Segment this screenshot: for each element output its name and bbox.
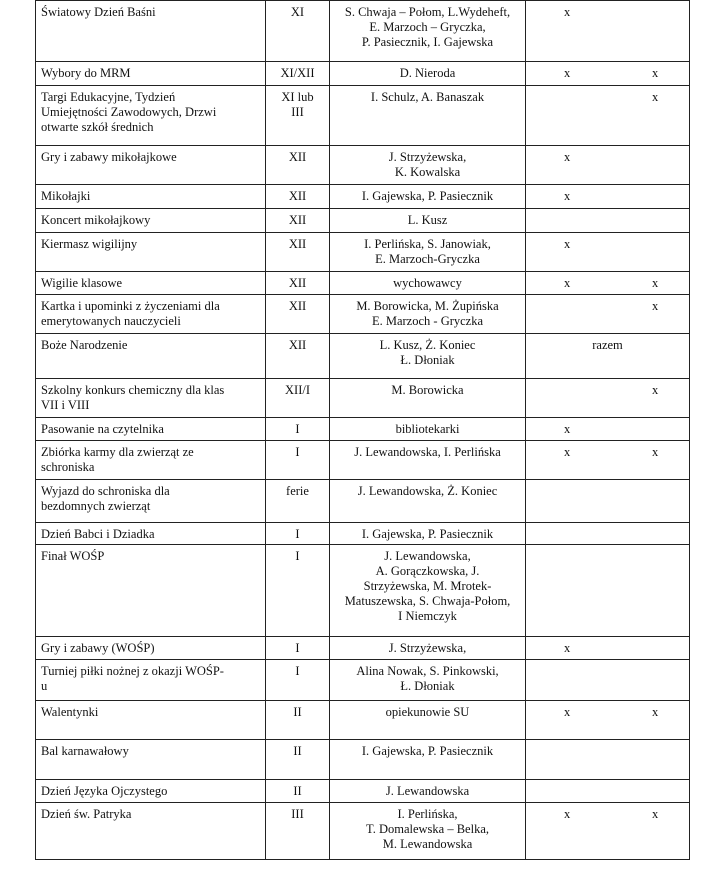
marks-cell: [526, 441, 690, 480]
responsible-cell: [330, 185, 526, 209]
responsible-line: wychowawcy: [393, 276, 462, 290]
month-line: I: [295, 527, 300, 541]
mark-b: x: [652, 807, 659, 821]
event-name-cell: [36, 185, 266, 209]
event-name-cell: [36, 272, 266, 295]
month-line: II: [293, 784, 302, 798]
event-name-line: Turniej piłki nożnej z okazji WOŚP-: [41, 664, 224, 678]
event-name-line: Dzień Języka Ojczystego: [41, 784, 168, 798]
month-line: XI lub: [281, 90, 314, 104]
marks-cell: [526, 334, 690, 379]
event-name-line: Dzień św. Patryka: [41, 807, 132, 821]
month-line: XII: [288, 150, 307, 164]
month-line: I: [295, 445, 300, 459]
month-cell: [266, 701, 330, 740]
event-name-cell: [36, 441, 266, 480]
event-name-cell: [36, 480, 266, 523]
table-row: [36, 1, 690, 62]
responsible-cell: [330, 1, 526, 62]
responsible-line: I. Gajewska, P. Pasiecznik: [361, 744, 494, 758]
event-name-line: Kiermasz wigilijny: [41, 237, 138, 251]
marks-cell: [526, 379, 690, 418]
responsible-cell: [330, 379, 526, 418]
event-name-cell: [36, 295, 266, 334]
responsible-line: A. Gorączkowska, J.: [375, 564, 480, 578]
responsible-line: J. Lewandowska,: [384, 549, 471, 563]
responsible-cell: [330, 740, 526, 780]
event-name-cell: [36, 740, 266, 780]
month-cell: [266, 660, 330, 701]
month-cell: [266, 185, 330, 209]
marks-cell: [526, 185, 690, 209]
mark-b: x: [652, 66, 659, 80]
event-name-cell: [36, 146, 266, 185]
responsible-line: I. Schulz, A. Banaszak: [370, 90, 485, 104]
responsible-line: S. Chwaja – Połom, L.Wydeheft,: [344, 5, 511, 19]
marks-cell: [526, 803, 690, 860]
event-name-line: Walentynki: [41, 705, 99, 719]
mark-b: x: [652, 445, 659, 459]
marks-cell: [526, 418, 690, 441]
responsible-line: opiekunowie SU: [385, 705, 470, 719]
event-name-cell: [36, 418, 266, 441]
table-row: [36, 480, 690, 523]
event-name-line: Zbiórka karmy dla zwierząt ze: [41, 445, 194, 459]
event-name-cell: [36, 545, 266, 637]
event-name-cell: [36, 523, 266, 545]
month-line: III: [291, 105, 304, 119]
table-row: [36, 418, 690, 441]
month-line: XII: [288, 237, 307, 251]
responsible-cell: [330, 803, 526, 860]
responsible-cell: [330, 523, 526, 545]
event-name-cell: [36, 209, 266, 233]
responsible-cell: [330, 660, 526, 701]
responsible-cell: [330, 62, 526, 86]
responsible-line: Ł. Dłoniak: [400, 353, 455, 367]
event-name-line: Mikołajki: [41, 189, 91, 203]
month-cell: [266, 295, 330, 334]
responsible-line: E. Marzoch-Gryczka: [375, 252, 480, 266]
month-line: XII/I: [285, 383, 310, 397]
table-row: [36, 379, 690, 418]
event-name-line: Bal karnawałowy: [41, 744, 129, 758]
mark-b: x: [652, 90, 659, 104]
marks-cell: [526, 1, 690, 62]
marks-cell: [526, 233, 690, 272]
month-line: III: [291, 807, 304, 821]
event-name-cell: [36, 1, 266, 62]
event-name-line: schroniska: [41, 460, 95, 474]
month-line: XII: [288, 338, 307, 352]
responsible-line: Strzyżewska, M. Mrotek-: [363, 579, 492, 593]
event-name-line: u: [41, 679, 48, 693]
responsible-line: I. Gajewska, P. Pasiecznik: [361, 527, 494, 541]
marks-cell: [526, 146, 690, 185]
event-name-line: Targi Edukacyjne, Tydzień: [41, 90, 176, 104]
responsible-line: J. Lewandowska, Ż. Koniec: [357, 484, 498, 498]
month-cell: [266, 233, 330, 272]
table-row: [36, 780, 690, 803]
responsible-line: M. Borowicka, M. Żupińska: [356, 299, 499, 313]
table-row: [36, 740, 690, 780]
event-name-cell: [36, 660, 266, 701]
event-name-cell: [36, 233, 266, 272]
marks-cell: [526, 701, 690, 740]
month-line: II: [293, 744, 302, 758]
mark-b: x: [652, 705, 659, 719]
responsible-line: I. Gajewska, P. Pasiecznik: [361, 189, 494, 203]
responsible-cell: [330, 780, 526, 803]
responsible-cell: [330, 418, 526, 441]
events-table: [35, 0, 690, 860]
month-cell: [266, 1, 330, 62]
event-name-line: Gry i zabawy mikołajkowe: [41, 150, 177, 164]
mark-a: x: [564, 807, 571, 821]
month-cell: [266, 803, 330, 860]
mark-a: x: [564, 641, 571, 655]
month-line: II: [293, 705, 302, 719]
responsible-line: Matuszewska, S. Chwaja-Połom,: [344, 594, 511, 608]
month-line: XII: [288, 213, 307, 227]
marks-cell: [526, 740, 690, 780]
mark-a: x: [564, 150, 571, 164]
table-row: [36, 62, 690, 86]
table-row: [36, 233, 690, 272]
responsible-line: I Niemczyk: [398, 609, 457, 623]
table-row: [36, 334, 690, 379]
table-row: [36, 441, 690, 480]
month-cell: [266, 545, 330, 637]
month-cell: [266, 334, 330, 379]
marks-cell: [526, 86, 690, 146]
mark-a: x: [564, 445, 571, 459]
month-cell: [266, 379, 330, 418]
month-line: I: [295, 549, 300, 563]
responsible-line: K. Kowalska: [394, 165, 461, 179]
table-row: [36, 660, 690, 701]
event-name-line: VII i VIII: [41, 398, 90, 412]
responsible-line: I. Perlińska,: [397, 807, 458, 821]
month-cell: [266, 740, 330, 780]
responsible-line: E. Marzoch – Gryczka,: [369, 20, 486, 34]
month-line: XI: [290, 5, 305, 19]
month-cell: [266, 523, 330, 545]
event-name-line: Umiejętności Zawodowych, Drzwi: [41, 105, 217, 119]
marks-cell: [526, 62, 690, 86]
month-cell: [266, 209, 330, 233]
responsible-line: J. Lewandowska, I. Perlińska: [354, 445, 501, 459]
table-row: [36, 146, 690, 185]
table-row: [36, 86, 690, 146]
month-cell: [266, 480, 330, 523]
responsible-line: M. Lewandowska: [382, 837, 473, 851]
responsible-cell: [330, 272, 526, 295]
responsible-cell: [330, 295, 526, 334]
month-cell: [266, 272, 330, 295]
responsible-cell: [330, 701, 526, 740]
responsible-line: P. Pasiecznik, I. Gajewska: [361, 35, 494, 49]
responsible-cell: [330, 334, 526, 379]
mark-a: x: [564, 237, 571, 251]
responsible-line: L. Kusz: [407, 213, 448, 227]
mark-a: x: [564, 276, 571, 290]
event-name-cell: [36, 62, 266, 86]
marks-cell: [526, 545, 690, 637]
marks-cell: [526, 637, 690, 660]
mark-a: x: [564, 422, 571, 436]
mark-a: x: [564, 5, 571, 19]
month-line: I: [295, 664, 300, 678]
mark-a: x: [564, 189, 571, 203]
month-cell: [266, 637, 330, 660]
event-name-cell: [36, 803, 266, 860]
responsible-cell: [330, 86, 526, 146]
event-name-line: Światowy Dzień Baśni: [41, 5, 156, 19]
month-line: XII: [288, 189, 307, 203]
responsible-line: J. Strzyżewska,: [388, 150, 467, 164]
marks-cell: [526, 480, 690, 523]
month-cell: [266, 86, 330, 146]
event-name-line: Dzień Babci i Dziadka: [41, 527, 155, 541]
month-cell: [266, 441, 330, 480]
table-row: [36, 701, 690, 740]
merged-mark: razem: [592, 338, 623, 352]
month-line: XI/XII: [280, 66, 315, 80]
responsible-line: D. Nieroda: [399, 66, 456, 80]
mark-b: x: [652, 383, 659, 397]
event-name-line: emerytowanych nauczycieli: [41, 314, 181, 328]
event-name-line: Wybory do MRM: [41, 66, 131, 80]
event-name-line: bezdomnych zwierząt: [41, 499, 151, 513]
table-row: [36, 803, 690, 860]
mark-b: x: [652, 276, 659, 290]
responsible-line: T. Domalewska – Belka,: [366, 822, 489, 836]
table-row: [36, 637, 690, 660]
responsible-line: Alina Nowak, S. Pinkowski,: [356, 664, 499, 678]
responsible-line: bibliotekarki: [395, 422, 460, 436]
event-name-cell: [36, 780, 266, 803]
event-name-line: otwarte szkół średnich: [41, 120, 154, 134]
event-name-line: Wyjazd do schroniska dla: [41, 484, 170, 498]
responsible-line: J. Lewandowska: [385, 784, 470, 798]
responsible-cell: [330, 233, 526, 272]
month-line: ferie: [286, 484, 309, 498]
month-line: I: [295, 422, 300, 436]
responsible-line: L. Kusz, Ż. Koniec: [379, 338, 476, 352]
table-row: [36, 545, 690, 637]
responsible-cell: [330, 637, 526, 660]
events-table-body: [36, 1, 690, 860]
responsible-cell: [330, 209, 526, 233]
mark-b: x: [652, 299, 659, 313]
responsible-cell: [330, 441, 526, 480]
responsible-line: I. Perlińska, S. Janowiak,: [364, 237, 491, 251]
responsible-line: J. Strzyżewska,: [388, 641, 467, 655]
event-name-line: Pasowanie na czytelnika: [41, 422, 164, 436]
month-cell: [266, 780, 330, 803]
marks-cell: [526, 523, 690, 545]
responsible-cell: [330, 480, 526, 523]
responsible-cell: [330, 545, 526, 637]
responsible-line: M. Borowicka: [391, 383, 464, 397]
month-line: XII: [288, 276, 307, 290]
event-name-line: Wigilie klasowe: [41, 276, 123, 290]
responsible-line: E. Marzoch - Gryczka: [371, 314, 484, 328]
marks-cell: [526, 780, 690, 803]
month-cell: [266, 146, 330, 185]
event-name-line: Kartka i upominki z życzeniami dla: [41, 299, 220, 313]
event-name-line: Boże Narodzenie: [41, 338, 128, 352]
marks-cell: [526, 660, 690, 701]
month-cell: [266, 62, 330, 86]
event-name-cell: [36, 86, 266, 146]
event-name-cell: [36, 637, 266, 660]
mark-a: x: [564, 66, 571, 80]
marks-cell: [526, 295, 690, 334]
table-row: [36, 272, 690, 295]
responsible-line: Ł. Dłoniak: [400, 679, 455, 693]
event-name-line: Gry i zabawy (WOŚP): [41, 641, 155, 655]
event-name-cell: [36, 379, 266, 418]
marks-cell: [526, 272, 690, 295]
table-row: [36, 185, 690, 209]
month-line: XII: [288, 299, 307, 313]
table-row: [36, 295, 690, 334]
month-line: I: [295, 641, 300, 655]
event-name-cell: [36, 701, 266, 740]
event-name-line: Szkolny konkurs chemiczny dla klas: [41, 383, 225, 397]
event-name-cell: [36, 334, 266, 379]
month-cell: [266, 418, 330, 441]
marks-cell: [526, 209, 690, 233]
table-row: [36, 209, 690, 233]
event-name-line: Koncert mikołajkowy: [41, 213, 151, 227]
responsible-cell: [330, 146, 526, 185]
mark-a: x: [564, 705, 571, 719]
event-name-line: Finał WOŚP: [41, 549, 105, 563]
table-row: [36, 523, 690, 545]
